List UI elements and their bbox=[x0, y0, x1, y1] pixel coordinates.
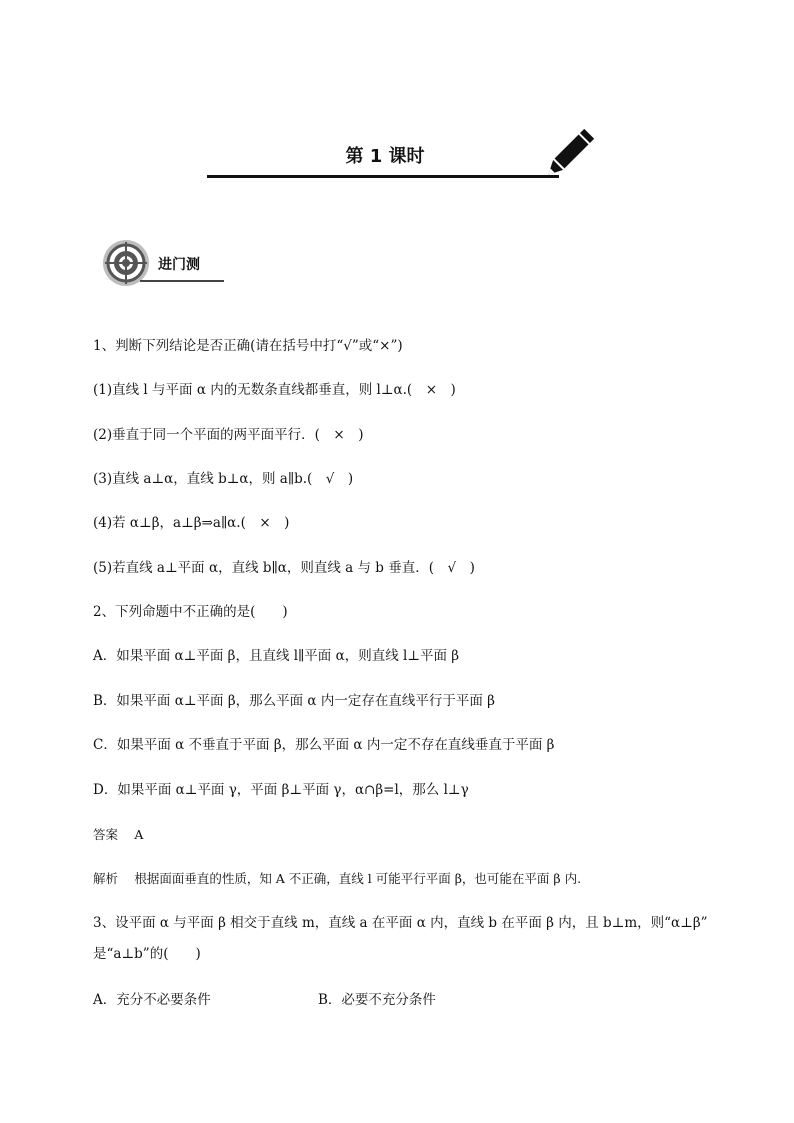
analysis-text: 根据面面垂直的性质，知 A 不正确，直线 l 可能平行平面 β，也可能在平面 β 内. bbox=[134, 871, 582, 886]
title-underline bbox=[207, 175, 559, 178]
question-1-item-1: (1)直线 l 与平面 α 内的无数条直线都垂直，则 l⊥α.( × ) bbox=[93, 382, 456, 398]
question-2-option-c: C．如果平面 α 不垂直于平面 β，那么平面 α 内一定不存在直线垂直于平面 β bbox=[93, 737, 555, 753]
answer-value: A bbox=[134, 827, 144, 842]
question-1-item-3: (3)直线 a⊥α，直线 b⊥α，则 a∥b.( √ ) bbox=[93, 471, 354, 487]
question-2-option-b: B．如果平面 α⊥平面 β，那么平面 α 内一定存在直线平行于平面 β bbox=[93, 693, 495, 709]
section-label: 进门测 bbox=[158, 257, 200, 273]
question-1-item-4: (4)若 α⊥β，a⊥β⇒a∥α.( × ) bbox=[93, 515, 290, 531]
question-3-option-a: A．充分不必要条件 bbox=[93, 992, 211, 1008]
question-1-item-2: (2)垂直于同一个平面的两平面平行．( × ) bbox=[93, 427, 364, 443]
question-3-stem-line-2: 是“a⊥b”的( ) bbox=[93, 946, 201, 962]
question-1-stem: 1、判断下列结论是否正确(请在括号中打“√”或“×”) bbox=[93, 338, 403, 354]
question-3-stem-line-1: 3、设平面 α 与平面 β 相交于直线 m，直线 a 在平面 α 内，直线 b 在平面 β 内，且 b⊥m，则“α⊥β” bbox=[93, 915, 708, 931]
section-underline bbox=[140, 280, 224, 282]
answer-row bbox=[93, 825, 143, 843]
question-2-option-a: A．如果平面 α⊥平面 β，且直线 l∥平面 α，则直线 l⊥平面 β bbox=[93, 648, 460, 664]
question-2-stem: 2、下列命题中不正确的是( ) bbox=[93, 604, 288, 620]
analysis-row bbox=[93, 869, 581, 887]
analysis-label: 解析 bbox=[93, 871, 119, 886]
question-2-option-d: D．如果平面 α⊥平面 γ，平面 β⊥平面 γ，α∩β=l，那么 l⊥γ bbox=[93, 782, 469, 798]
question-3-option-b: B．必要不充分条件 bbox=[318, 992, 436, 1008]
pencil-icon bbox=[540, 125, 596, 185]
question-1-item-5: (5)若直线 a⊥平面 α，直线 b∥α，则直线 a 与 b 垂直．( √ ) bbox=[93, 560, 475, 576]
answer-label: 答案 bbox=[93, 827, 119, 842]
lesson-title: 第 1 课时 bbox=[345, 146, 425, 167]
